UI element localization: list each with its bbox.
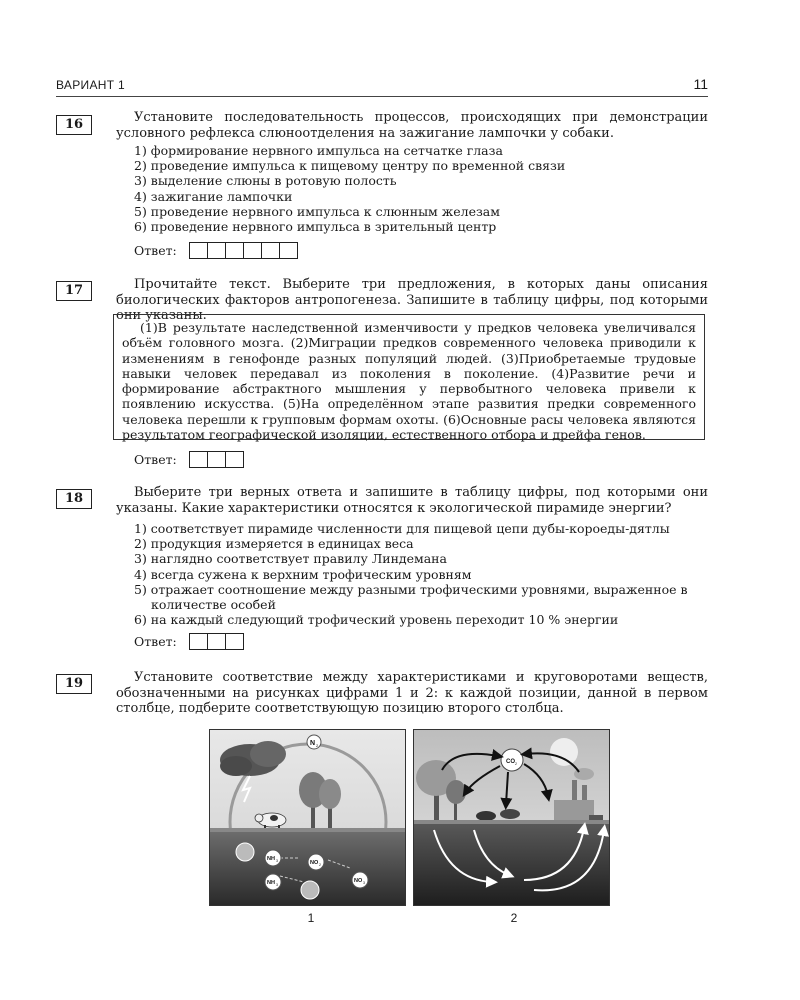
question-16-options: [134, 143, 708, 234]
variant-label: ВАРИАНТ 1: [56, 78, 125, 92]
svg-text:NO: NO: [310, 860, 319, 866]
answer-cells-17[interactable]: [190, 451, 244, 468]
answer-cells-18[interactable]: [190, 633, 244, 650]
answer-label: Ответ:: [134, 243, 177, 258]
answer-label: Ответ:: [134, 452, 177, 467]
answer-cell[interactable]: [189, 451, 208, 468]
nh3-label-2: [265, 874, 281, 890]
page-number: 11: [693, 76, 708, 92]
answer-cell[interactable]: [243, 242, 262, 259]
answer-cell[interactable]: [189, 242, 208, 259]
question-19-text: Установите соответствие между характеристиками и круговоротами веществ, обозначенными на рисунках цифрами 1 и 2: к каждой позиции, данной в первом столбце, подберите соответствующую позицию второго столбца.: [116, 670, 708, 716]
question-number-19: 19: [56, 674, 92, 694]
svg-text:3: 3: [363, 881, 365, 885]
answer-cell[interactable]: [189, 633, 208, 650]
figure-nitrogen-cycle: [209, 729, 406, 906]
question-18-options: [134, 521, 708, 627]
question-number-16: 16: [56, 115, 92, 135]
option: 6) проведение нервного импульса в зрительный центр: [134, 219, 497, 235]
answer-cell[interactable]: [225, 451, 244, 468]
header-divider: [56, 96, 708, 97]
svg-text:CO: CO: [506, 759, 515, 765]
svg-text:NH: NH: [267, 856, 275, 862]
svg-text:N: N: [310, 740, 316, 747]
figure-carbon-cycle: [413, 729, 610, 906]
svg-text:2: 2: [319, 863, 321, 867]
option: 1) формирование нервного импульса на сетчатке глаза: [134, 143, 503, 158]
svg-text:3: 3: [276, 883, 278, 887]
option: 6) на каждый следующий трофический уровень переходит 10 % энергии: [134, 612, 619, 628]
option: 1) соответствует пирамиде численности для пищевой цепи дубы-короеды-дятлы: [134, 521, 670, 536]
option: 4) зажигание лампочки: [134, 188, 293, 204]
svg-text:3: 3: [276, 859, 278, 863]
nh3-label: [265, 850, 281, 866]
question-17-passage: (1)В результате наследственной изменчивости у предков человека увеличивался объём головного мозга. (2)Миграции предков современного человека приводили к изменениям в генофонде разных популяций людей. (3)Приобретаемые трудовые навыки человек передавал из поколения в поколение. (4)Развитие речи и формирование абстрактного мышления у первобытного человека привели к появлению искусства. (5)На определённом этапе развития предки современного человека перешли к групповым формам охоты. (6)Основные расы человека являются результатом географической изоляции, естественного отбора и дрейфа генов.: [113, 314, 705, 440]
n2-label: [307, 735, 321, 749]
svg-text:NO: NO: [354, 878, 363, 884]
option: 2) продукция измеряется в единицах веса: [134, 536, 414, 552]
answer-label: Ответ:: [134, 634, 177, 649]
co2-label: [501, 749, 523, 771]
question-number-18: 18: [56, 489, 92, 509]
answer-cell[interactable]: [225, 242, 244, 259]
question-18-text: Выберите три верных ответа и запишите в таблицу цифры, под которыми они указаны. Какие характеристики относятся к экологической пирамиде энергии?: [116, 485, 708, 516]
option: 2) проведение импульса к пищевому центру по временной связи: [134, 158, 566, 174]
answer-cell[interactable]: [279, 242, 298, 259]
option: 3) наглядно соответствует правилу Линдемана: [134, 551, 447, 567]
answer-cell[interactable]: [207, 242, 226, 259]
nitrogen-cycle-illustration: [210, 730, 405, 905]
figure-2-caption: 2: [510, 911, 518, 925]
option: 3) выделение слюны в ротовую полость: [134, 173, 397, 189]
svg-text:2: 2: [515, 762, 517, 766]
answer-cell[interactable]: [207, 633, 226, 650]
no3-label: [352, 872, 368, 888]
question-number-17: 17: [56, 281, 92, 301]
answer-cell[interactable]: [261, 242, 280, 259]
option: 5) проведение нервного импульса к слюнным железам: [134, 203, 500, 219]
option: 4) всегда сужена к верхним трофическим уровням: [134, 566, 472, 582]
figure-1-caption: 1: [307, 911, 315, 925]
answer-cells-16[interactable]: [190, 242, 298, 259]
page-header: [56, 78, 708, 96]
question-16-text: Установите последовательность процессов, происходящих при демонстрации условного рефлекса слюноотделения на зажигание лампочки у собаки.: [116, 110, 708, 141]
answer-cell[interactable]: [207, 451, 226, 468]
question-17-text: Прочитайте текст. Выберите три предложения, в которых даны описания биологических факторов антропогенеза. Запишите в таблицу цифры, под которыми они указаны.: [116, 277, 708, 323]
option: 5) отражает соотношение между разными трофическими уровнями, выраженное в количестве особей: [134, 581, 688, 613]
no2-label: [308, 854, 324, 870]
svg-text:2: 2: [316, 743, 319, 748]
svg-text:NH: NH: [267, 880, 275, 886]
carbon-cycle-illustration: [414, 730, 609, 905]
answer-cell[interactable]: [225, 633, 244, 650]
